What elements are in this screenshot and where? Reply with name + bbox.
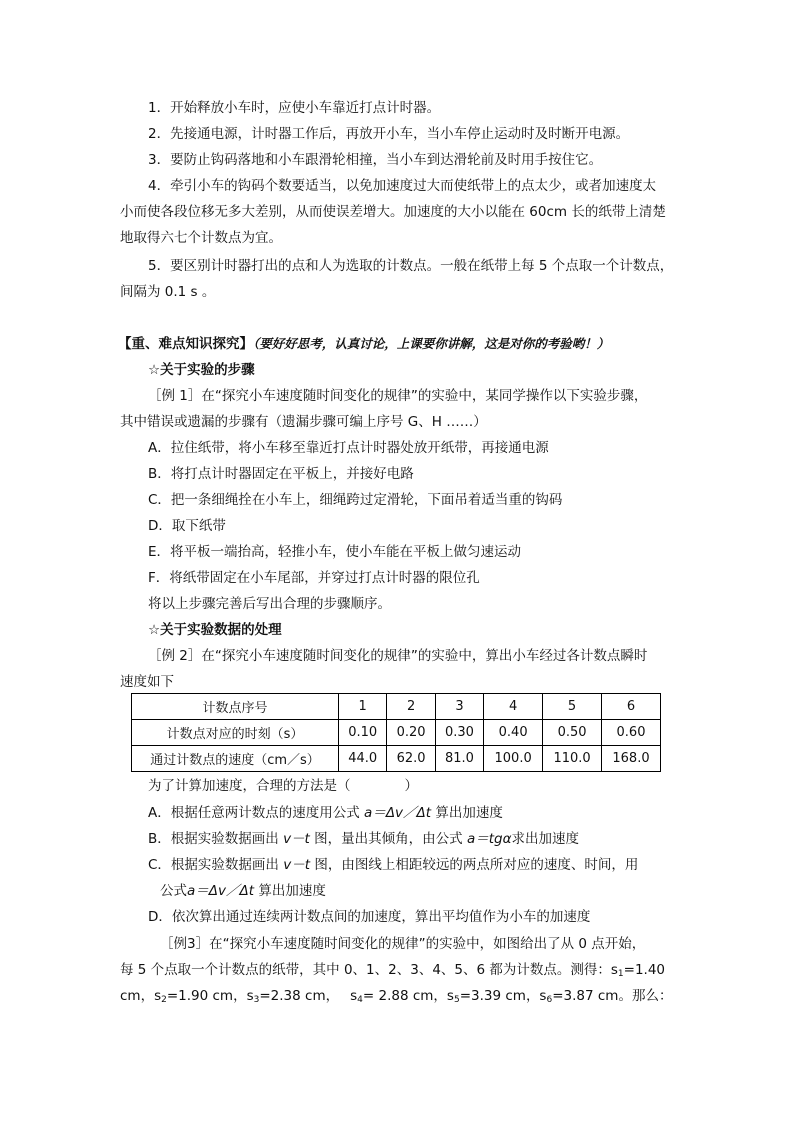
example-2-line-2: 速度如下 — [120, 674, 174, 690]
section-heading — [118, 334, 609, 354]
table-row — [132, 720, 661, 746]
row-label: 计数点序号 — [132, 694, 339, 720]
note-4-line-1: 4．牵引小车的钩码个数要适当，以免加速度过大而使纸带上的点太少，或者加速度太 — [148, 178, 657, 194]
option-text: B．根据实验数据画出 — [148, 831, 279, 847]
table-row — [132, 746, 661, 772]
example-1-option-b: B．将打点计时器固定在平板上，并接好电路 — [148, 466, 414, 482]
section-title: 【重、难点知识探究】 — [118, 336, 253, 352]
table-cell: 0.30 — [435, 720, 483, 746]
table-cell: 168.0 — [602, 746, 661, 772]
example-3-text: =2.38 cm， s — [259, 988, 358, 1004]
velocity-table — [131, 693, 661, 772]
subscript: 2 — [161, 995, 167, 1005]
example-3-line-1: ［例3］在“探究小车速度随时间变化的规律”的实验中，如图给出了从 0 点开始， — [160, 936, 646, 952]
option-text: A．根据任意两计数点的速度用公式 — [148, 805, 360, 821]
note-4-line-3: 地取得六七个计数点为宜。 — [120, 230, 282, 246]
example-3-text: cm，s — [120, 988, 162, 1004]
example-3-text: 每 5 个点取一个计数点的纸带，其中 0、1、2、3、4、5、6 都为计数点。测得：s — [120, 962, 618, 978]
option-text: 公式 — [160, 883, 187, 899]
option-text: C．根据实验数据画出 — [148, 857, 279, 873]
subscript: 6 — [546, 995, 553, 1005]
example-2-option-a — [148, 803, 503, 823]
example-3-text: =1.40 — [623, 962, 666, 978]
example-2-line-1: ［例 2］在“探究小车速度随时间变化的规律”的实验中，算出小车经过各计数点瞬时 — [148, 648, 648, 664]
table-cell: 0.10 — [339, 720, 387, 746]
example-3-text: = 2.88 cm，s — [362, 988, 454, 1004]
example-3-line-2 — [120, 960, 665, 984]
table-row — [132, 694, 661, 720]
note-5-line-2: 间隔为 0.1 s 。 — [120, 284, 216, 300]
example-2-question: 为了计算加速度，合理的方法是（ ） — [148, 778, 418, 794]
row-label: 计数点对应的时刻（s） — [132, 720, 339, 746]
formula: a＝Δv／Δt — [364, 805, 432, 821]
table-cell: 5 — [543, 694, 602, 720]
table-cell: 0.20 — [387, 720, 435, 746]
note-3: 3．要防止钩码落地和小车跟滑轮相撞，当小车到达滑轮前及时用手按住它。 — [148, 152, 603, 168]
row-label: 通过计数点的速度（cm／s） — [132, 746, 339, 772]
example-2-option-b — [148, 829, 579, 849]
subheading-data: ☆关于实验数据的处理 — [148, 622, 282, 638]
subscript: 5 — [453, 995, 460, 1005]
option-text: 算出加速度 — [258, 883, 326, 899]
table-cell: 44.0 — [339, 746, 387, 772]
note-1: 1．开始释放小车时，应使小车靠近打点计时器。 — [148, 100, 441, 116]
option-text: 算出加速度 — [435, 805, 503, 821]
subscript: 4 — [357, 995, 363, 1005]
example-3-text: =3.39 cm，s — [459, 988, 547, 1004]
table-cell: 0.60 — [602, 720, 661, 746]
option-text: 图，量出其倾角，由公式 — [314, 831, 463, 847]
table-cell: 4 — [484, 694, 543, 720]
subscript: 3 — [253, 995, 260, 1005]
table-cell: 1 — [339, 694, 387, 720]
graph-label: v－t — [283, 857, 311, 873]
table-cell: 100.0 — [484, 746, 543, 772]
note-2: 2．先接通电源，计时器工作后，再放开小车，当小车停止运动时及时断开电源。 — [148, 126, 630, 142]
example-1-option-e: E．将平板一端抬高，轻推小车，使小车能在平板上做匀速运动 — [148, 544, 522, 560]
option-text: 图，由图线上相距较远的两点所对应的速度、时间，用 — [314, 857, 639, 873]
example-1-option-d: D．取下纸带 — [148, 518, 226, 534]
example-1-line-2: 其中错误或遗漏的步骤有（遗漏步骤可编上序号 G、H ……） — [120, 414, 487, 430]
graph-label: v－t — [283, 831, 310, 847]
note-5-line-1: 5．要区别计时器打出的点和人为选取的计数点。一般在纸带上每 5 个点取一个计数点， — [148, 258, 674, 274]
note-4-line-2: 小而使各段位移无多大差别，从而使误差增大。加速度的大小以能在 60cm 长的纸带上清楚 — [120, 204, 666, 220]
example-3-text: =1.90 cm，s — [166, 988, 254, 1004]
table-cell: 0.50 — [543, 720, 602, 746]
table-cell: 0.40 — [484, 720, 543, 746]
example-2-option-d: D．依次算出通过连续两计数点间的加速度，算出平均值作为小车的加速度 — [148, 909, 591, 925]
table-cell: 3 — [435, 694, 483, 720]
example-3-line-3 — [120, 986, 672, 1010]
subscript: 1 — [617, 969, 624, 979]
example-2-option-c-line-1 — [148, 855, 638, 875]
formula: a＝tgα — [466, 831, 512, 847]
example-2-option-c-line-2 — [160, 881, 326, 901]
option-text: 求出加速度 — [511, 831, 579, 847]
table-cell: 2 — [387, 694, 435, 720]
table-cell: 6 — [602, 694, 661, 720]
example-1-closing: 将以上步骤完善后写出合理的步骤顺序。 — [148, 596, 391, 612]
example-1-option-f: F．将纸带固定在小车尾部，并穿过打点计时器的限位孔 — [148, 570, 480, 586]
example-1-line-1: ［例 1］在“探究小车速度随时间变化的规律”的实验中，某同学操作以下实验步骤， — [148, 388, 648, 404]
table-cell: 81.0 — [435, 746, 483, 772]
table-cell: 62.0 — [387, 746, 435, 772]
table-cell: 110.0 — [543, 746, 602, 772]
example-3-text: =3.87 cm。那么： — [552, 988, 673, 1004]
section-hint: （要好好思考，认真讨论，上课要你讲解，这是对你的考验哟！） — [253, 336, 610, 351]
subheading-steps: ☆关于实验的步骤 — [148, 362, 255, 378]
example-1-option-c: C．把一条细绳拴在小车上，细绳跨过定滑轮，下面吊着适当重的钩码 — [148, 492, 563, 508]
example-1-option-a: A．拉住纸带，将小车移至靠近打点计时器处放开纸带，再接通电源 — [148, 440, 549, 456]
formula: a＝Δv／Δt — [187, 883, 255, 899]
